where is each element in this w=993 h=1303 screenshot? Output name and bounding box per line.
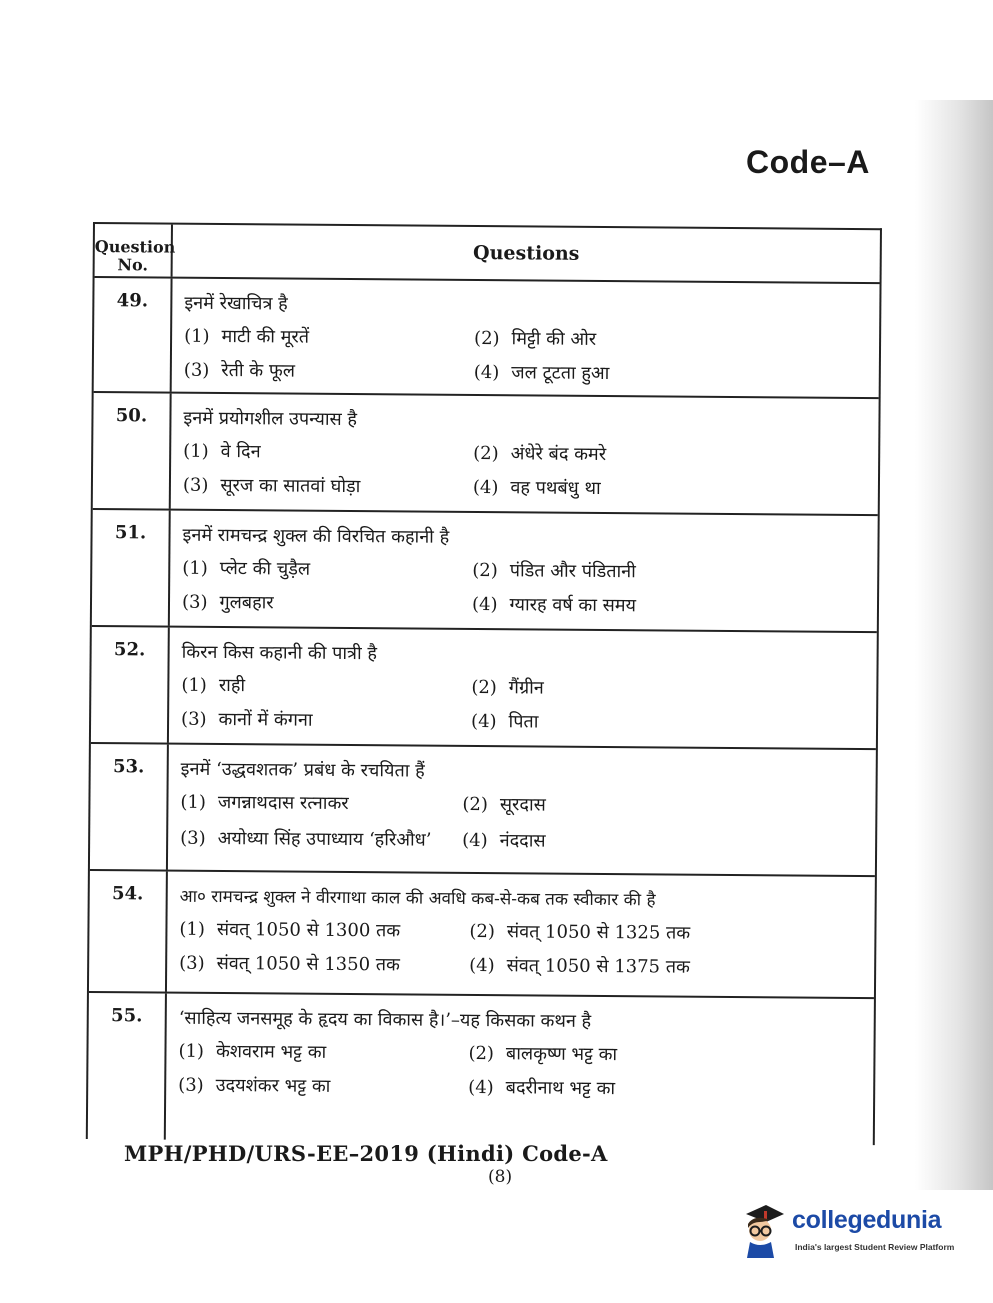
footer-code: MPH/PHD/URS-EE–2019 (Hindi) Code-A: [124, 1141, 608, 1166]
question-stem: किरन किस कहानी की पात्री है: [181, 641, 378, 665]
option-4: (4) पिता: [471, 710, 539, 733]
option-4: (4) नंददास: [462, 829, 546, 852]
question-number: 50.: [93, 393, 172, 509]
option-1: (1) प्लेट की चुड़ैल: [182, 557, 311, 580]
question-stem: इनमें ‘उद्धवशतक’ प्रबंध के रचयिता हैं: [180, 758, 425, 782]
column-header-questions: Questions: [473, 241, 580, 265]
question-row-49: [94, 278, 880, 399]
question-row-52: [91, 627, 877, 750]
question-row-53: [90, 744, 876, 877]
question-number: 52.: [91, 627, 170, 743]
question-stem: ‘साहित्य जनसमूह के हृदय का विकास है।’–यह किसका कथन है: [178, 1007, 592, 1032]
question-stem: आ० रामचन्द्र शुक्ल ने वीरगाथा काल की अवधि कब-से-कब तक स्वीकार की है: [179, 886, 656, 911]
option-2: (2) मिट्टी की ओर: [474, 327, 597, 350]
question-body: [166, 994, 874, 1146]
option-4: (4) ग्यारह वर्ष का समय: [471, 593, 637, 617]
option-2: (2) पंडित और पंडितानी: [472, 559, 636, 583]
logo-tagline: India's largest Student Review Platform: [795, 1242, 955, 1252]
question-table: [86, 222, 882, 1145]
option-1: (1) संवत् 1050 से 1300 तक: [179, 918, 401, 942]
question-number: 53.: [90, 744, 169, 870]
scan-edge-shadow: [915, 100, 993, 1190]
option-3: (3) उदयशंकर भट्ट का: [178, 1074, 331, 1097]
option-3: (3) गुलबहार: [181, 591, 274, 614]
options-grid: [183, 437, 866, 506]
option-3: (3) कानों में कंगना: [181, 708, 313, 731]
options-grid: [179, 915, 862, 984]
option-3: (3) रेती के फूल: [183, 359, 296, 382]
question-row-50: [93, 393, 879, 516]
student-mascot-icon: [740, 1200, 786, 1260]
question-number: 51.: [92, 510, 171, 626]
option-1: (1) माटी की मूरतें: [184, 325, 310, 348]
options-grid: [184, 322, 867, 391]
options-grid: [180, 788, 863, 859]
code-heading: Code–A: [746, 144, 870, 180]
question-row-51: [92, 510, 878, 633]
page-number: (8): [488, 1167, 513, 1187]
option-4: (4) वह पथबंधु था: [472, 476, 601, 499]
option-2: (2) अंधेरे बंद कमरे: [473, 442, 607, 466]
option-1: (1) वे दिन: [183, 440, 261, 463]
option-1: (1) राही: [181, 674, 246, 697]
options-grid: [182, 554, 865, 623]
option-2: (2) सूरदास: [462, 793, 546, 816]
question-row-55: [88, 993, 874, 1145]
column-header-question-no: Question No.: [95, 224, 173, 277]
question-body: [172, 279, 880, 398]
table-header: [95, 224, 880, 284]
option-3: (3) अयोध्या सिंह उपाध्याय ‘हरिऔध’: [180, 827, 432, 851]
question-number: 54.: [89, 871, 168, 992]
option-2: (2) बालकृष्ण भट्ट का: [468, 1042, 618, 1066]
option-3: (3) सूरज का सातवां घोड़ा: [182, 474, 361, 498]
option-3: (3) संवत् 1050 से 1350 तक: [179, 952, 400, 976]
question-stem: इनमें रेखाचित्र है: [184, 292, 288, 315]
question-stem: इनमें प्रयोगशील उपन्यास है: [183, 407, 358, 431]
option-1: (1) जगन्नाथदास रत्नाकर: [180, 791, 349, 815]
question-body: [171, 394, 879, 515]
question-stem: इनमें रामचन्द्र शुक्ल की विरचित कहानी है: [182, 524, 450, 548]
logo-name: collegedunia: [792, 1206, 942, 1234]
question-body: [167, 872, 875, 998]
question-row-54: [89, 871, 875, 999]
option-1: (1) केशवराम भट्ट का: [178, 1040, 327, 1063]
collegedunia-logo: [740, 1200, 960, 1260]
option-2: (2) गैंग्रीन: [471, 676, 544, 699]
question-body: [169, 628, 877, 749]
options-grid: [178, 1037, 861, 1106]
question-number: 49.: [94, 278, 173, 392]
question-body: [168, 745, 876, 876]
option-4: (4) जल टूटता हुआ: [473, 361, 610, 385]
option-2: (2) संवत् 1050 से 1325 तक: [469, 920, 691, 944]
options-grid: [181, 671, 864, 740]
option-4: (4) बदरीनाथ भट्ट का: [468, 1076, 616, 1100]
question-body: [170, 511, 878, 632]
option-4: (4) संवत् 1050 से 1375 तक: [469, 954, 690, 978]
question-number: 55.: [88, 993, 167, 1140]
